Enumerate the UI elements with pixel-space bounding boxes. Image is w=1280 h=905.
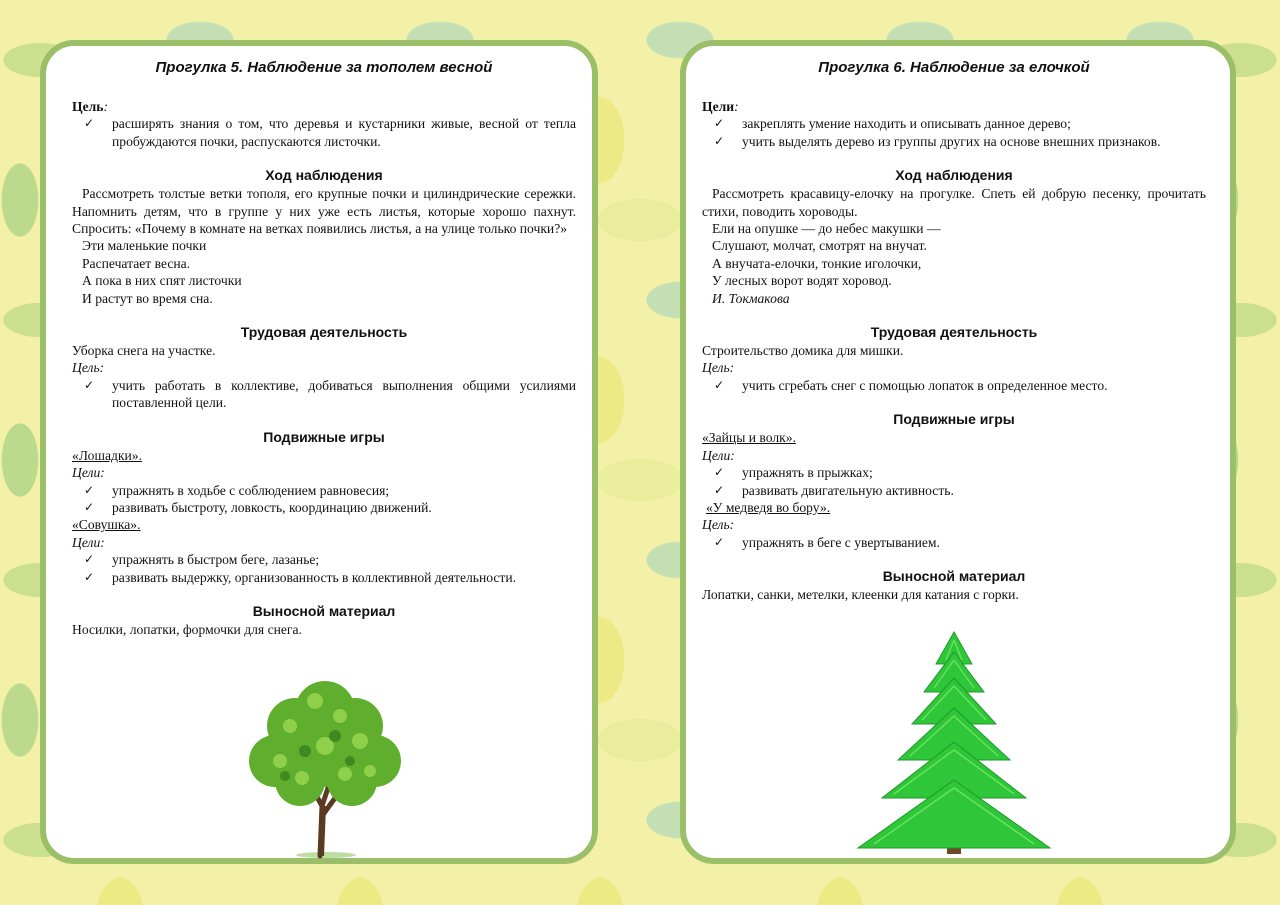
labor-goal-item: ✓ учить сгребать снег с помощью лопаток в определенное место.	[702, 377, 1206, 394]
verse-line: А пока в них спят листочки	[82, 273, 242, 289]
game-name: «Совушка».	[72, 517, 141, 533]
observation-heading: Ход наблюдения	[265, 167, 383, 184]
goal-item: ✓ закреплять умение находить и описывать данное дерево;	[702, 115, 1206, 132]
game-goal-item: ✓ развивать выдержку, организованность в коллективной деятельности.	[72, 569, 576, 586]
labor-heading: Трудовая деятельность	[870, 324, 1038, 341]
labor-goal-item: ✓ учить работать в коллективе, добиваться выполнения общими усилиями поставленной цели.	[72, 377, 576, 412]
games-heading: Подвижные игры	[893, 411, 1015, 428]
verse-line: Ели на опушке — до небес макушки —	[712, 221, 941, 237]
game-name: «У медведя во бору».	[706, 499, 831, 515]
goal-label: Цели	[702, 99, 735, 114]
verse-line: Эти маленькие почки	[82, 238, 207, 254]
fir-tree-image	[854, 630, 1054, 865]
verse-line: Слушают, молчат, смотрят на внучат.	[712, 238, 927, 254]
game-goal-item: ✓ развивать быстроту, ловкость, координацию движений.	[72, 499, 576, 516]
game-goal-item: ✓ упражнять в прыжках;	[702, 464, 1206, 481]
game-goal-label: Цели:	[702, 447, 735, 463]
card-title: Прогулка 6. Наблюдение за елочкой	[818, 59, 1090, 76]
labor-goal-label: Цель:	[702, 360, 735, 376]
games-heading: Подвижные игры	[263, 428, 385, 445]
observation-text: Рассмотреть красавицу-елочку на прогулке. Спеть ей добрую песенку, прочитать стихи, поводить хороводы.	[702, 186, 1206, 219]
labor-goal-label: Цель:	[72, 360, 105, 376]
game-goal-label: Цели:	[72, 534, 105, 550]
game-goal-item: ✓ развивать двигательную активность.	[702, 482, 1206, 499]
game-goal-item: ✓ упражнять в ходьбе с соблюдением равновесия;	[72, 482, 576, 499]
material-text: Лопатки, санки, метелки, клеенки для катания с горки.	[702, 587, 1019, 603]
game-name: «Лошадки».	[72, 447, 142, 463]
card-title: Прогулка 5. Наблюдение за тополем весной	[155, 59, 493, 76]
goal-item: ✓ расширять знания о том, что деревья и кустарники живые, весной от тепла пробуждаются почки, распускаются листочки.	[72, 115, 576, 150]
observation-heading: Ход наблюдения	[895, 167, 1013, 184]
labor-text: Строительство домика для мишки.	[702, 343, 904, 359]
game-goal-item: ✓ упражнять в беге с увертыванием.	[702, 534, 1206, 551]
game-goal-label: Цель:	[702, 517, 735, 533]
verse-author: И. Токмакова	[712, 290, 790, 306]
verse-line: И растут во время сна.	[82, 290, 213, 306]
poplar-tree-image	[240, 666, 410, 866]
material-heading: Выносной материал	[882, 568, 1026, 585]
card-walk-6: Прогулка 6. Наблюдение за елочкой Цели: ✓ закреплять умение находить и описывать данное дерево; ✓ учить выделять дерево из группы других на основе внешних признаков. Ход наблюдения Рассмотреть красавицу-елочку на прогулке. Спеть ей добрую песенку, прочитать стихи, поводить хороводы. Ели на опушке — до небес макушки — Слушают, молчат, смотрят на внучат. А внучата-елочки, тонкие иголочки, У лесных ворот водят хоровод. И. Токмакова Трудовая деятельность Строительство домика для мишки. Цель: ✓ учить сгребать снег с помощью лопаток в определенное место. Подвижные игры «Зайцы и волк». Цели: ✓ упражнять в прыжках; ✓ развивать двигательную активность. «У медведя во бору». Цель: ✓ упражнять в беге с увертыванием. Выносной материал Лопатки, санки, метелки, клеенки для катания с горки.	[680, 40, 1236, 864]
card-walk-5: Прогулка 5. Наблюдение за тополем весной Цель: ✓ расширять знания о том, что деревья и кустарники живые, весной от тепла пробуждаются почки, распускаются листочки. Ход наблюдения Рассмотреть толстые ветки тополя, его крупные почки и цилиндрические сережки. Напомнить детям, что в группе у них уже есть листья, которые хорошо пахнут. Спросить: «Почему в комнате на ветках появились листья, а на улице только почки?» Эти маленькие почки Распечатает весна. А пока в них спят листочки И растут во время сна. Трудовая деятельность Уборка снега на участке. Цель: ✓ учить работать в коллективе, добиваться выполнения общими усилиями поставленной цели. Подвижные игры «Лошадки». Цели: ✓ упражнять в ходьбе с соблюдением равновесия; ✓ развивать быстроту, ловкость, координацию движений. «Совушка». Цели: ✓ упражнять в быстром беге, лазанье; ✓ развивать выдержку, организованность в коллективной деятельности. Выносной материал Носилки, лопатки, формочки для снега.	[40, 40, 598, 864]
verse-line: У лесных ворот водят хоровод.	[712, 273, 892, 289]
verse-line: А внучата-елочки, тонкие иголочки,	[712, 255, 922, 271]
game-goal-label: Цели:	[72, 465, 105, 481]
goal-label: Цель	[72, 99, 104, 114]
goal-item: ✓ учить выделять дерево из группы других на основе внешних признаков.	[702, 133, 1206, 150]
game-name: «Зайцы и волк».	[702, 430, 796, 446]
labor-heading: Трудовая деятельность	[240, 324, 408, 341]
material-text: Носилки, лопатки, формочки для снега.	[72, 621, 302, 637]
observation-text: Рассмотреть толстые ветки тополя, его крупные почки и цилиндрические сережки. Напомнить детям, что в группе у них уже есть листья, которые хорошо пахнут. Спросить: «Почему в комнате на ветках появились листья, а на улице только почки?»	[72, 186, 576, 237]
verse-line: Распечатает весна.	[82, 255, 191, 271]
material-heading: Выносной материал	[252, 602, 396, 619]
game-goal-item: ✓ упражнять в быстром беге, лазанье;	[72, 551, 576, 568]
labor-text: Уборка снега на участке.	[72, 343, 216, 359]
